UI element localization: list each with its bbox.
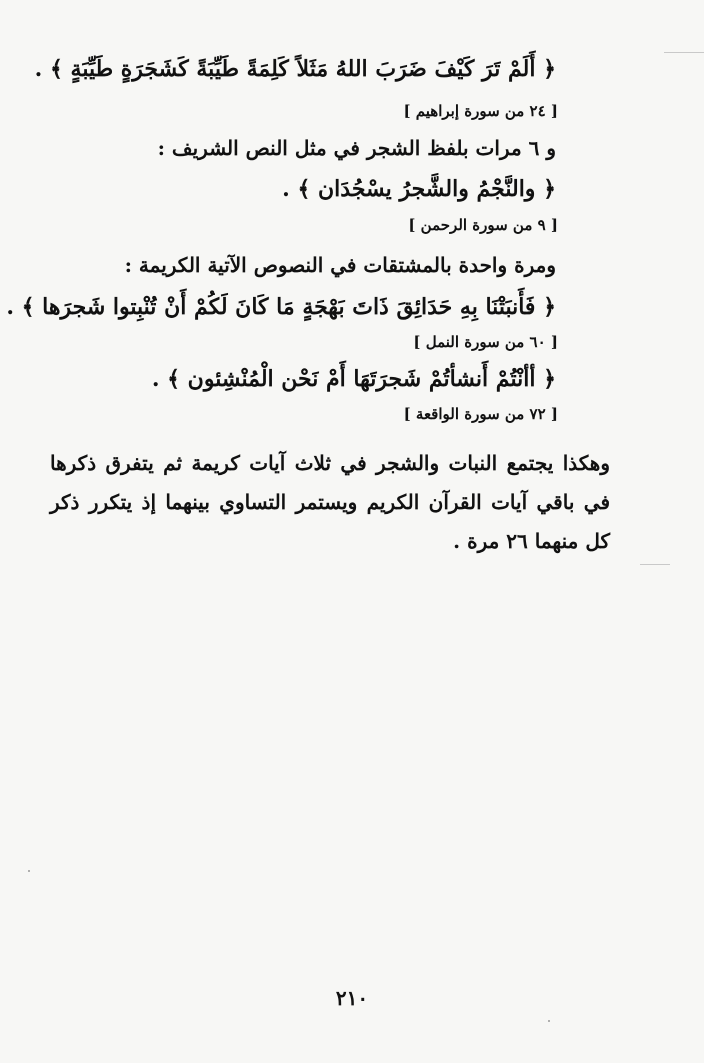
intro-six-times: و ٦ مرات بلفظ الشجر في مثل النص الشريف : xyxy=(157,136,556,160)
scan-speck xyxy=(28,870,30,872)
verse-naml-60: ﴿ فَأَنبَتْنَا بِهِ حَدَائِقَ ذَاتَ بَهْجَةٍ مَا كَانَ لَكُمْ أَنْ تُنْبِتوا شَجرَها ﴾ . xyxy=(6,294,556,320)
verse-rahman-6: ﴿ والنَّجْمُ والشَّجرُ يسْجُدَان ﴾ . xyxy=(282,176,556,202)
verse-waqia-72: ﴿ أأنْتُمْ أَنشأتُمْ شَجرَتَهَا أَمْ نَحْن الْمُنْشِئون ﴾ . xyxy=(151,366,556,392)
intro-derivatives: ومرة واحدة بالمشتقات في النصوص الآتية الكريمة : xyxy=(124,253,556,277)
summary-paragraph: وهكذا يجتمع النبات والشجر في ثلاث آيات كريمة ثم يتفرق ذكرها في باقي آيات القرآن الكريم ويستمر التساوي بينهما إذ يتكرر ذكر كل منهما ٢٦ مرة . xyxy=(50,451,610,553)
citation-ibrahim: [ ٢٤ من سورة إبراهيم ] xyxy=(403,102,558,120)
citation-rahman: [ ٩ من سورة الرحمن ] xyxy=(408,216,558,234)
scan-edge-mark xyxy=(640,564,670,565)
scan-edge-mark xyxy=(664,52,704,53)
page-number: ٢١٠ xyxy=(335,986,369,1010)
citation-waqia: [ ٧٢ من سورة الواقعة ] xyxy=(403,405,558,423)
citation-naml: [ ٦٠ من سورة النمل ] xyxy=(413,333,558,351)
verse-ibrahim-24: ﴿ أَلَمْ تَرَ كَيْفَ ضَرَبَ اللهُ مَثَلاً كَلِمَةً طَيِّبَةً كَشَجَرَةٍ طَيِّبَةٍ ﴾ . xyxy=(34,56,556,82)
scan-speck xyxy=(548,1020,550,1022)
